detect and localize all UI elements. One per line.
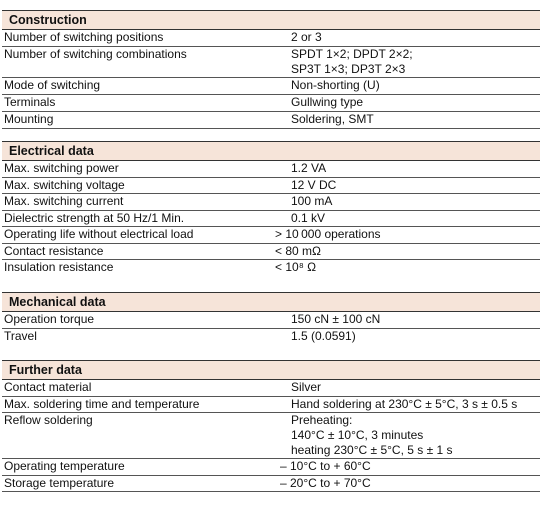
row-value: 150 cN ± 100 cN xyxy=(291,312,381,326)
row-label: Insulation resistance xyxy=(4,260,114,274)
table-row xyxy=(2,78,540,95)
table-row xyxy=(2,112,540,129)
row-label: Number of switching combinations xyxy=(4,47,187,61)
row-label: Reflow soldering xyxy=(4,413,93,427)
mechanical-section xyxy=(2,292,540,345)
row-label: Operating life without electrical load xyxy=(4,227,194,241)
row-value: SPDT 1×2; DPDT 2×2; SP3T 1×3; DP3T 2×3 xyxy=(291,47,413,76)
table-row xyxy=(2,329,540,345)
table-row xyxy=(2,476,540,492)
row-value: Silver xyxy=(291,380,322,394)
table-row xyxy=(2,459,540,476)
table-row xyxy=(2,30,540,47)
table-row xyxy=(2,260,540,277)
table-row xyxy=(2,413,540,459)
construction-header: Construction xyxy=(2,10,540,30)
row-label: Max. soldering time and temperature xyxy=(4,397,200,411)
row-value: Gullwing type xyxy=(291,95,364,109)
row-value: 1.2 VA xyxy=(291,161,327,175)
row-label: Contact resistance xyxy=(4,244,104,258)
row-value: > 10 000 operations xyxy=(275,227,381,241)
row-label: Dielectric strength at 50 Hz/1 Min. xyxy=(4,211,185,225)
construction-section xyxy=(2,10,540,129)
table-row xyxy=(2,178,540,194)
table-row xyxy=(2,47,540,78)
row-value: 0.1 kV xyxy=(291,211,326,225)
row-value: Soldering, SMT xyxy=(291,112,374,126)
row-value: Non-shorting (U) xyxy=(291,78,380,92)
table-row xyxy=(2,161,540,178)
table-row xyxy=(2,95,540,112)
row-value: – 20°C to + 70°C xyxy=(280,476,371,490)
row-value: Hand soldering at 230°C ± 5°C, 3 s ± 0.5 s xyxy=(291,397,518,411)
table-row xyxy=(2,397,540,413)
table-row xyxy=(2,244,540,260)
row-label: Max. switching current xyxy=(4,194,124,208)
row-label: Mounting xyxy=(4,112,54,126)
electrical-header: Electrical data xyxy=(2,141,540,161)
row-label: Contact material xyxy=(4,380,92,394)
row-label: Max. switching power xyxy=(4,161,119,175)
table-row xyxy=(2,227,540,244)
table-row xyxy=(2,194,540,211)
row-value: < 10⁸ Ω xyxy=(275,260,317,274)
table-row xyxy=(2,211,540,227)
row-value: < 80 mΩ xyxy=(275,244,321,258)
row-label: Operating temperature xyxy=(4,459,125,473)
further-section xyxy=(2,360,540,492)
further-header: Further data xyxy=(2,360,540,380)
row-label: Operation torque xyxy=(4,312,95,326)
electrical-section xyxy=(2,141,540,277)
row-label: Terminals xyxy=(4,95,56,109)
row-value: 12 V DC xyxy=(291,178,337,192)
row-value: 2 or 3 xyxy=(291,30,322,44)
row-value: 1.5 (0.0591) xyxy=(291,329,356,343)
table-row xyxy=(2,312,540,329)
row-label: Max. switching voltage xyxy=(4,178,125,192)
row-label: Travel xyxy=(4,329,37,343)
table-row xyxy=(2,380,540,397)
row-value: Preheating: 140°C ± 10°C, 3 minutes heating 230°C ± 5°C, 5 s ± 1 s xyxy=(291,413,453,457)
mechanical-header: Mechanical data xyxy=(2,292,540,312)
row-label: Storage temperature xyxy=(4,476,115,490)
row-value: 100 mA xyxy=(291,194,333,208)
row-label: Number of switching positions xyxy=(4,30,164,44)
row-value: – 10°C to + 60°C xyxy=(280,459,371,473)
row-label: Mode of switching xyxy=(4,78,101,92)
